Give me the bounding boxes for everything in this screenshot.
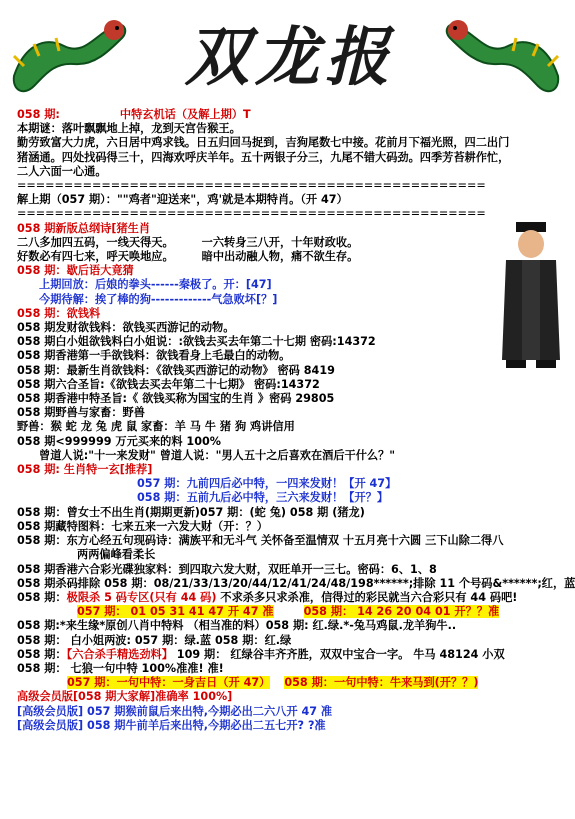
header [0, 0, 572, 105]
one-line-current: 058 期：一句中特：牛来马到(开？？) [284, 676, 479, 690]
info-line: 058 期香港六合彩光碟独家料：到四取六发大财，双旺单开一三七。密码：6、1、8 [17, 562, 437, 576]
poem-line: 二八多加四五码，一线天得天。 [17, 235, 174, 249]
prediction-result: 【开？】 [343, 491, 389, 505]
prediction-result: 【开 47】 [343, 477, 397, 491]
money-clue: 058 期香港第一手欲钱料：欲钱看身上毛最白的动物。 [17, 349, 291, 363]
proverb-previous: 上期回放：后娘的拳头------秦极了。开： [39, 278, 246, 292]
vip-line: [高级会员版] 057 期猴前鼠后来出特,今期必出二六八开 47 准 [17, 704, 333, 718]
info-line: 058 期： 白小姐两波: 057 期：绿.蓝 058 期：红.绿 [17, 633, 292, 647]
kill-numbers-previous: 057 期： 01 05 31 41 47 开 47 准 [77, 605, 274, 619]
dragon-icon [4, 6, 134, 102]
section-title: 中特玄机话（及解上期）T [119, 108, 251, 121]
section-title: 058 期：欲钱料 [17, 306, 101, 320]
issue-label: 058 期： [17, 590, 67, 604]
issue-label: 058 期： [17, 647, 67, 661]
money-clue: 058 期发财欲钱料：欲钱买西游记的动物。 [17, 321, 235, 335]
page-title: 双龙报 [185, 20, 395, 95]
previous-answer: 解上期（057 期）：""鸡者"迎送来"，鸡'就是本期特肖。（开 47） [17, 193, 348, 207]
proverb-answer: [47] [245, 278, 272, 292]
kill-zone-title: 极限杀 5 码专区(只有 44 码) [66, 590, 217, 604]
poem-line: 猪涵通。四处找码得三十，四海欢呼庆羊年。五十两银子分三，九尾不错大码劲。四季芳苔耕作忙， [17, 150, 510, 164]
divider: ================================================== [17, 179, 486, 193]
info-line: 两两偏峰看柔长 [77, 548, 156, 562]
kill-zone-note: 不求杀多只求杀准，信得过的彩民就当六合彩只有 44 码吧! [220, 590, 518, 604]
section-title: 058 期新版总纲诗[猪生肖 [17, 221, 151, 235]
vip-line: [高级会员版] 058 期牛前羊后来出特,今期必出二五七开? ?准 [17, 718, 326, 732]
info-line: 058 期：东方心经五句现码诗：满族平和无斗气 关怀备至温情双 十五月亮十六圆 三下山除二得八 [17, 534, 504, 548]
info-line: 058 期:*来生缘*原创八肖中特料 （相当准的料）058 期: 红.绿.*-兔马鸡鼠.龙羊狗牛.. [17, 619, 457, 633]
info-line: 058 期杀码排除 058 期：08/21/33/13/20/44/12/41/24/48/198******;排除 11 个号码&******;红，蓝 [17, 576, 575, 590]
poem-line: 勤劳致富大力虎，六日居中鸡求钱。日五归回马捉到，吉狗尾数七中接。花前月下福光照，四二出门 [17, 136, 510, 150]
main-content [17, 108, 575, 733]
poem-line: 暗中出动融人物，痛不欲生存。 [201, 250, 359, 264]
proverb-current: 今期待解：挨了棒的狗-------------气急败坏 [39, 292, 256, 306]
zodiac-groups: 野兽：猴 蛇 龙 兔 虎 鼠 家畜：羊 马 牛 猪 狗 鸡讲信用 [17, 420, 295, 434]
section-title: 058 期：歇后语大竟猜 [17, 264, 134, 278]
one-line-previous: 057 期：一句中特：一身吉日（开 47） [67, 676, 271, 690]
poem-line: 二人六面一心通。 [17, 164, 107, 178]
info-line: 109 期： 红绿谷丰齐齐胜，双双中宝合一字。 牛马 48124 小双 [172, 647, 505, 661]
prediction-current: 058 期：五前九后必中特，三六来发财！ [137, 491, 344, 505]
saying: 曾道人说:"十一来发财" 曾道人说："男人五十之后喜欢在酒后干什么？" [39, 448, 396, 462]
divider: ================================================== [17, 207, 486, 221]
recommend-badge: [推荐] [119, 463, 153, 477]
money-clue: 058 期野兽与家畜：野兽 [17, 406, 145, 420]
money-clue: 058 期：最新生肖欲钱料：《欲钱买西游记的动物》 密码 8419 [17, 363, 335, 377]
vip-title: 高级会员版[058 期大家解]准确率 100%] [17, 690, 233, 704]
money-clue: 058 期<999999 万元买来的料 100% [17, 434, 221, 448]
info-line: 058 期藏特图料：七来五来一六发大财（开：？） [17, 519, 268, 533]
killer-title: 【六合杀手精选劲料】 [66, 647, 173, 661]
money-clue: 058 期白小姐欲钱料白小姐说：:欲钱去买去年第二十七期 密码:14372 [17, 335, 376, 349]
poem-line: 好数必有四七来，呼天唤地应。 [17, 250, 174, 264]
poem-line: 一六转身三八开，十年财政收。 [201, 235, 359, 249]
kill-numbers-current: 058 期： 14 26 20 04 01 开？？准 [303, 605, 500, 619]
riddle: 本期谜：落叶飘飘地上掉，龙到天宫告猴王。 [17, 122, 241, 136]
info-line: 058 期： 七狼一句中特 100%准准! 准! [17, 661, 224, 675]
money-clue: 058 期六合圣旨:《欲钱去买去年第二十七期》 密码:14372 [17, 377, 320, 391]
dragon-icon [438, 6, 568, 102]
info-line: 058 期：曾女士不出生肖(期期更新)057 期：(蛇 兔) 058 期 (猪龙) [17, 505, 365, 519]
issue-label: 058 期: [17, 108, 60, 121]
money-clue: 058 期香港中特圣旨:《 欲钱买称为国宝的生肖 》密码 29805 [17, 392, 335, 406]
section-title: 058 期: 生肖特一玄 [17, 463, 120, 477]
prediction-previous: 057 期：九前四后必中特，一四来发财！ [137, 477, 344, 491]
proverb-answer: [？] [256, 292, 278, 306]
